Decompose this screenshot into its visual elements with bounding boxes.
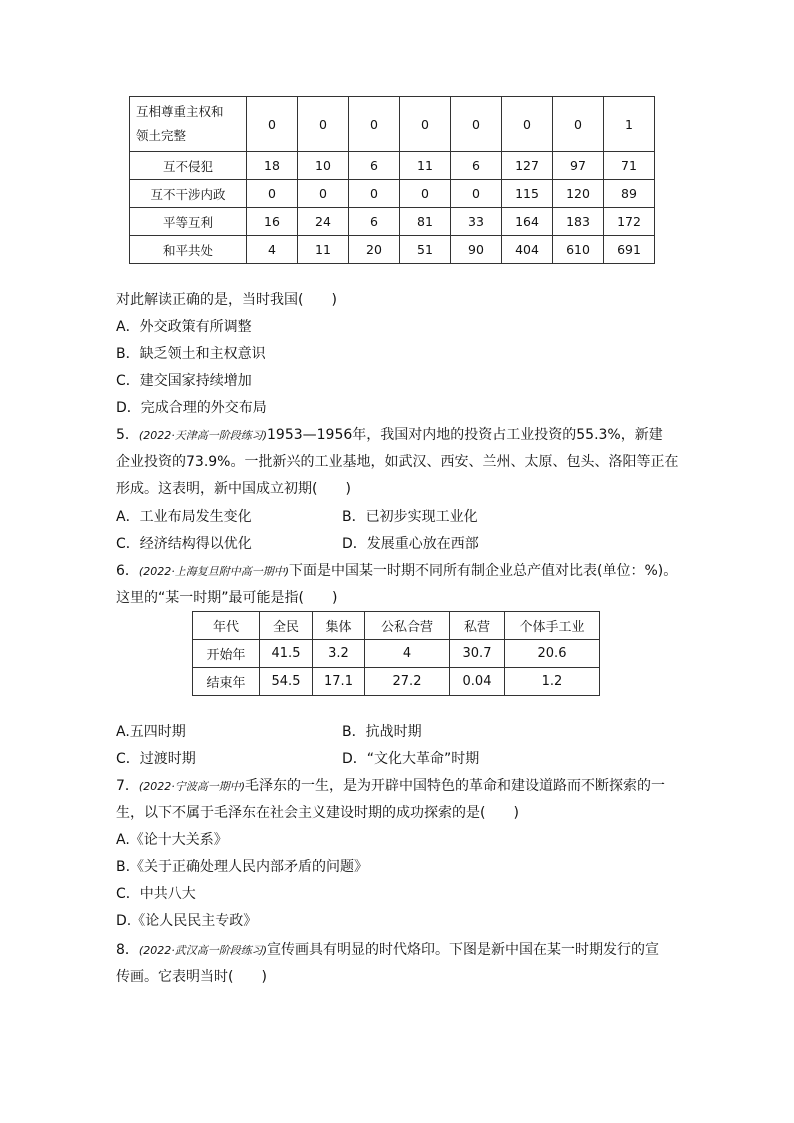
table-cell: 4 — [365, 640, 450, 668]
table-cell: 0 — [349, 97, 400, 152]
table-cell: 54.5 — [260, 668, 313, 696]
table-cell: 6 — [349, 152, 400, 180]
table-cell: 0 — [553, 97, 604, 152]
table-cell: 0 — [349, 180, 400, 208]
q6-stem-line-1: 6．(2022·上海复旦附中高一期中)下面是中国某一时期不同所有制企业总产值对比表(单位：%)。 — [116, 563, 678, 579]
q4-option-c[interactable]: C．建交国家持续增加 — [116, 373, 252, 389]
table-cell: 71 — [604, 152, 655, 180]
q7-option-a[interactable]: A.《论十大关系》 — [116, 832, 228, 848]
table-cell: 0 — [247, 97, 298, 152]
column-header: 公私合营 — [365, 612, 450, 640]
table-cell: 0 — [451, 97, 502, 152]
table-cell: 11 — [298, 236, 349, 264]
table-row — [130, 236, 655, 264]
table-cell: 164 — [502, 208, 553, 236]
q4-option-b[interactable]: B．缺乏领土和主权意识 — [116, 346, 266, 362]
q5-stem-line-2: 企业投资的73.9%。一批新兴的工业基地，如武汉、西安、兰州、太原、包头、洛阳等正在 — [116, 454, 679, 470]
table-cell: 16 — [247, 208, 298, 236]
q5-option-b[interactable]: B．已初步实现工业化 — [342, 509, 478, 525]
table-row — [193, 640, 600, 668]
table-cell: 90 — [451, 236, 502, 264]
q5-stem-line-3: 形成。这表明，新中国成立初期( ) — [116, 481, 351, 497]
q7-source: (2022·宁波高一期中) — [138, 780, 245, 793]
table-cell: 0 — [451, 180, 502, 208]
q5-stem-line-1: 5．(2022·天津高一阶段练习)1953—1956年，我国对内地的投资占工业投资的55.3%，新建 — [116, 427, 663, 443]
table-cell: 11 — [400, 152, 451, 180]
table-cell: 结束年 — [193, 668, 260, 696]
table-cell: 0 — [400, 97, 451, 152]
q7-option-b[interactable]: B.《关于正确处理人民内部矛盾的问题》 — [116, 859, 369, 875]
q6-stem-line-2: 这里的“某一时期”最可能是指( ) — [116, 590, 338, 606]
row-label: 互不干涉内政 — [130, 180, 247, 208]
q7-option-d[interactable]: D.《论人民民主专政》 — [116, 913, 258, 929]
table-cell: 610 — [553, 236, 604, 264]
table-cell: 3.2 — [313, 640, 365, 668]
q5-option-a[interactable]: A．工业布局发生变化 — [116, 509, 252, 525]
column-header: 集体 — [313, 612, 365, 640]
table-cell: 20.6 — [505, 640, 600, 668]
table-cell: 183 — [553, 208, 604, 236]
table-row — [130, 208, 655, 236]
q6-option-c[interactable]: C．过渡时期 — [116, 751, 196, 767]
table-cell: 127 — [502, 152, 553, 180]
table-cell: 81 — [400, 208, 451, 236]
q5-number: 5． — [116, 427, 139, 443]
q6-option-a[interactable]: A.五四时期 — [116, 724, 186, 740]
ownership-output-table — [192, 611, 600, 696]
table-cell: 89 — [604, 180, 655, 208]
q5-option-d[interactable]: D．发展重心放在西部 — [342, 536, 479, 552]
table-cell: 0 — [400, 180, 451, 208]
table-row — [130, 152, 655, 180]
q8-stem-line-1: 8．(2022·武汉高一阶段练习)宣传画具有明显的时代烙印。下图是新中国在某一时期发行的宣 — [116, 942, 659, 958]
q4-option-d[interactable]: D．完成合理的外交布局 — [116, 400, 267, 416]
diplomacy-principles-table — [129, 96, 655, 264]
q6-number: 6． — [116, 563, 139, 579]
row-label: 互相尊重主权和 领土完整 — [130, 97, 247, 152]
q6-source: (2022·上海复旦附中高一期中) — [138, 565, 289, 578]
table-cell: 41.5 — [260, 640, 313, 668]
table-cell: 17.1 — [313, 668, 365, 696]
table-cell: 172 — [604, 208, 655, 236]
table-cell: 30.7 — [450, 640, 505, 668]
table-cell: 10 — [298, 152, 349, 180]
q8-source: (2022·武汉高一阶段练习) — [138, 944, 267, 957]
row-label: 和平共处 — [130, 236, 247, 264]
table-cell: 0 — [502, 97, 553, 152]
table-cell: 4 — [247, 236, 298, 264]
table-cell: 0 — [298, 180, 349, 208]
table-cell: 1 — [604, 97, 655, 152]
table-cell: 0.04 — [450, 668, 505, 696]
table-cell: 404 — [502, 236, 553, 264]
q4-stem: 对此解读正确的是，当时我国( ) — [116, 292, 337, 308]
table-cell: 18 — [247, 152, 298, 180]
q6-option-b[interactable]: B．抗战时期 — [342, 724, 422, 740]
table-cell: 20 — [349, 236, 400, 264]
table-cell: 0 — [298, 97, 349, 152]
column-header: 年代 — [193, 612, 260, 640]
table-cell: 1.2 — [505, 668, 600, 696]
column-header: 全民 — [260, 612, 313, 640]
table-cell: 97 — [553, 152, 604, 180]
table-cell: 6 — [349, 208, 400, 236]
table-row — [193, 668, 600, 696]
q7-stem-line-2: 生，以下不属于毛泽东在社会主义建设时期的成功探索的是( ) — [116, 805, 519, 821]
row-label: 平等互利 — [130, 208, 247, 236]
row-label: 互不侵犯 — [130, 152, 247, 180]
column-header: 私营 — [450, 612, 505, 640]
table-cell: 33 — [451, 208, 502, 236]
table-cell: 115 — [502, 180, 553, 208]
table-cell: 0 — [247, 180, 298, 208]
q7-stem-line-1: 7．(2022·宁波高一期中)毛泽东的一生，是为开辟中国特色的革命和建设道路而不断探索的一 — [116, 778, 665, 794]
table-cell: 691 — [604, 236, 655, 264]
q8-number: 8． — [116, 942, 139, 958]
table-cell: 24 — [298, 208, 349, 236]
table-cell: 120 — [553, 180, 604, 208]
table-cell: 6 — [451, 152, 502, 180]
table-row — [130, 180, 655, 208]
table-header-row — [193, 612, 600, 640]
q5-source: (2022·天津高一阶段练习) — [138, 429, 267, 442]
table-row — [130, 97, 655, 152]
q6-option-d[interactable]: D．“文化大革命”时期 — [342, 751, 480, 767]
table-cell: 51 — [400, 236, 451, 264]
q7-option-c[interactable]: C．中共八大 — [116, 886, 196, 902]
q4-option-a[interactable]: A．外交政策有所调整 — [116, 319, 252, 335]
table-cell: 开始年 — [193, 640, 260, 668]
q8-stem-line-2: 传画。它表明当时( ) — [116, 969, 267, 985]
column-header: 个体手工业 — [505, 612, 600, 640]
q7-number: 7． — [116, 778, 139, 794]
q5-option-c[interactable]: C．经济结构得以优化 — [116, 536, 252, 552]
table-cell: 27.2 — [365, 668, 450, 696]
